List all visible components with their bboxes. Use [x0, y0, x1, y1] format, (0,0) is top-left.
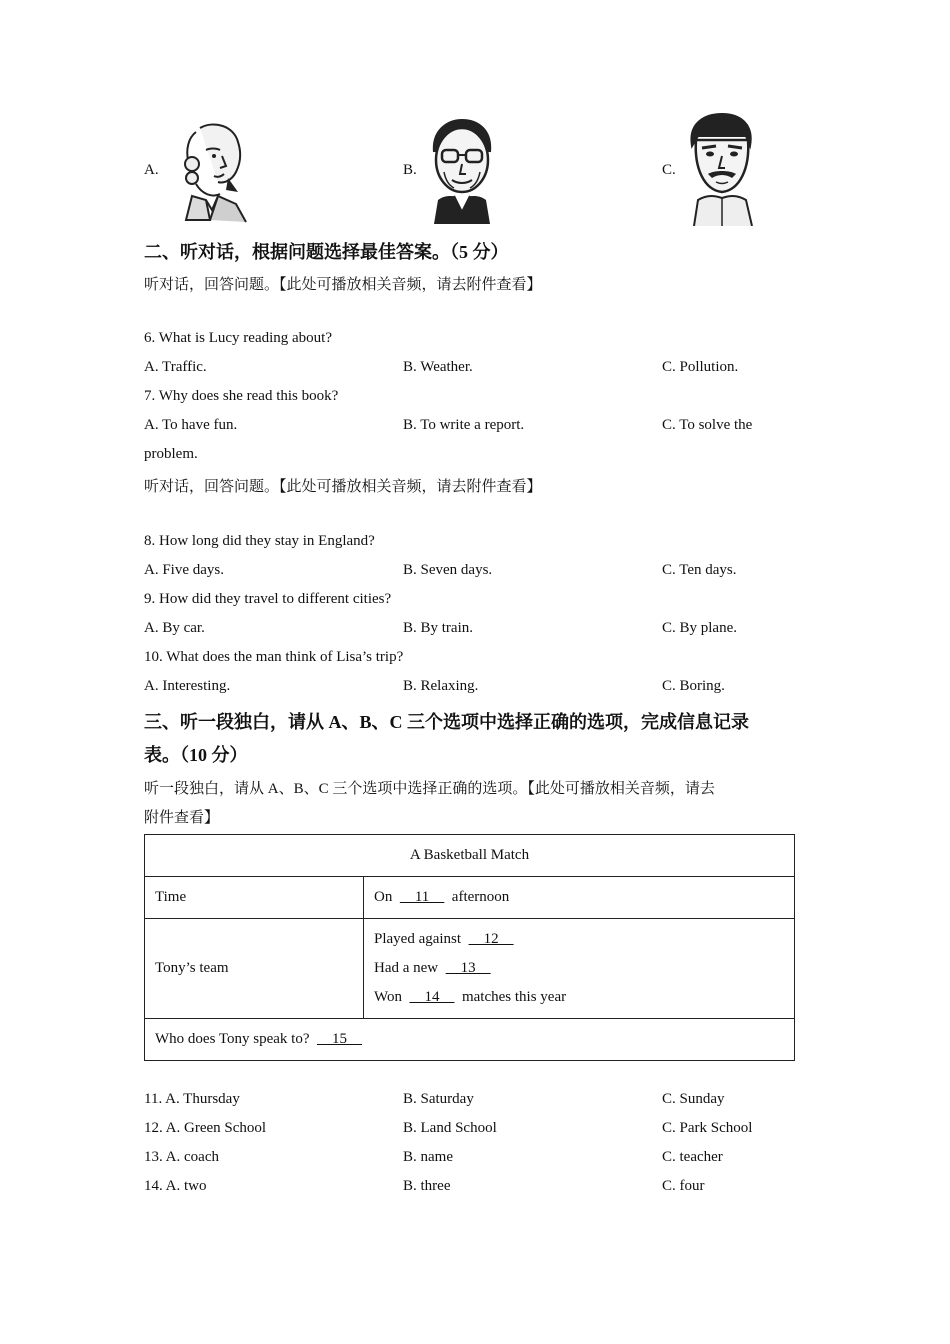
question-9-option-c: C. By plane.: [662, 620, 737, 636]
option-13-c: C. teacher: [662, 1149, 723, 1165]
played-line: [374, 925, 784, 954]
won-line: [374, 983, 784, 1012]
speak-prefix: Who does Tony speak to?: [155, 1031, 317, 1047]
speak-cell: [145, 1019, 795, 1061]
option-14-b: B. three: [403, 1178, 451, 1194]
time-prefix: On: [374, 889, 400, 905]
option-12-c: C. Park School: [662, 1120, 753, 1136]
option-14-c: C. four: [662, 1178, 705, 1194]
blank-15: 15: [316, 1031, 362, 1047]
played-prefix: Played against: [374, 931, 469, 947]
section-three-instruction-line-2: 附件查看】: [144, 810, 220, 826]
option-13-a: 13. A. coach: [144, 1149, 219, 1165]
question-7-options: [144, 417, 804, 439]
options-11: [144, 1091, 804, 1113]
option-14-a: 14. A. two: [144, 1178, 207, 1194]
team-label: Tony’s team: [145, 919, 364, 1019]
question-7-option-a: A. To have fun.: [144, 417, 238, 433]
options-13: [144, 1149, 804, 1171]
question-8: 8. How long did they stay in England?: [144, 533, 375, 549]
question-7-option-c: C. To solve the: [662, 417, 753, 433]
blank-11: 11: [399, 889, 445, 905]
question-10-option-c: C. Boring.: [662, 678, 725, 694]
question-6-option-a: A. Traffic.: [144, 359, 207, 375]
options-12: [144, 1120, 804, 1142]
question-6-option-b: B. Weather.: [403, 359, 473, 375]
table-row-team: [145, 919, 795, 1019]
portrait-glasses-old-man-icon: [420, 116, 504, 224]
option-11-b: B. Saturday: [403, 1091, 474, 1107]
portrait-option-b-label: B.: [403, 162, 417, 178]
had-line: [374, 954, 784, 983]
won-prefix: Won: [374, 989, 410, 1005]
option-11-c: C. Sunday: [662, 1091, 725, 1107]
info-record-table: [144, 834, 795, 1061]
table-row-time: [145, 877, 795, 919]
question-7: 7. Why does she read this book?: [144, 388, 339, 404]
question-7-option-c-continued: problem.: [144, 446, 198, 462]
section-three-heading-line-2: 表。（10 分）: [144, 745, 248, 765]
question-9-option-a: A. By car.: [144, 620, 205, 636]
question-7-option-b: B. To write a report.: [403, 417, 525, 433]
question-10-option-a: A. Interesting.: [144, 678, 231, 694]
question-6: 6. What is Lucy reading about?: [144, 330, 332, 346]
section-two-instruction-2: 听对话，回答问题。【此处可播放相关音频，请去附件查看】: [144, 479, 542, 495]
question-10: 10. What does the man think of Lisa’s trip?: [144, 649, 404, 665]
time-cell: [364, 877, 795, 919]
question-8-option-b: B. Seven days.: [403, 562, 493, 578]
option-11-a: 11. A. Thursday: [144, 1091, 240, 1107]
table-row-speak: [145, 1019, 795, 1061]
portrait-powdered-wig-icon: [166, 120, 250, 224]
section-two-instruction-1: 听对话，回答问题。【此处可播放相关音频，请去附件查看】: [144, 277, 542, 293]
section-three-instruction-line-1: 听一段独白，请从 A、B、C 三个选项中选择正确的选项。【此处可播放相关音频，请去: [144, 781, 715, 797]
options-14: [144, 1178, 804, 1200]
time-label: Time: [145, 877, 364, 919]
table-title: A Basketball Match: [145, 835, 795, 877]
portrait-mustache-man-icon: [682, 112, 762, 226]
won-suffix: matches this year: [454, 989, 567, 1005]
question-8-options: [144, 562, 804, 584]
blank-14: 14: [409, 989, 455, 1005]
team-cell: [364, 919, 795, 1019]
question-9-option-b: B. By train.: [403, 620, 473, 636]
question-8-option-a: A. Five days.: [144, 562, 224, 578]
question-10-option-b: B. Relaxing.: [403, 678, 479, 694]
option-12-a: 12. A. Green School: [144, 1120, 267, 1136]
question-8-option-c: C. Ten days.: [662, 562, 737, 578]
question-9: 9. How did they travel to different cities?: [144, 591, 392, 607]
question-9-options: [144, 620, 804, 642]
blank-13: 13: [445, 960, 491, 976]
question-6-options: [144, 359, 804, 381]
option-13-b: B. name: [403, 1149, 453, 1165]
table-title-row: [145, 835, 795, 877]
section-three-heading-line-1: 三、听一段独白，请从 A、B、C 三个选项中选择正确的选项，完成信息记录: [144, 712, 750, 732]
question-10-options: [144, 678, 804, 700]
question-6-option-c: C. Pollution.: [662, 359, 739, 375]
had-prefix: Had a new: [374, 960, 446, 976]
portrait-option-a-label: A.: [144, 162, 159, 178]
portrait-option-c-label: C.: [662, 162, 676, 178]
option-12-b: B. Land School: [403, 1120, 497, 1136]
section-two-heading: 二、听对话，根据问题选择最佳答案。（5 分）: [144, 242, 509, 262]
blank-12: 12: [468, 931, 514, 947]
time-suffix: afternoon: [444, 889, 510, 905]
